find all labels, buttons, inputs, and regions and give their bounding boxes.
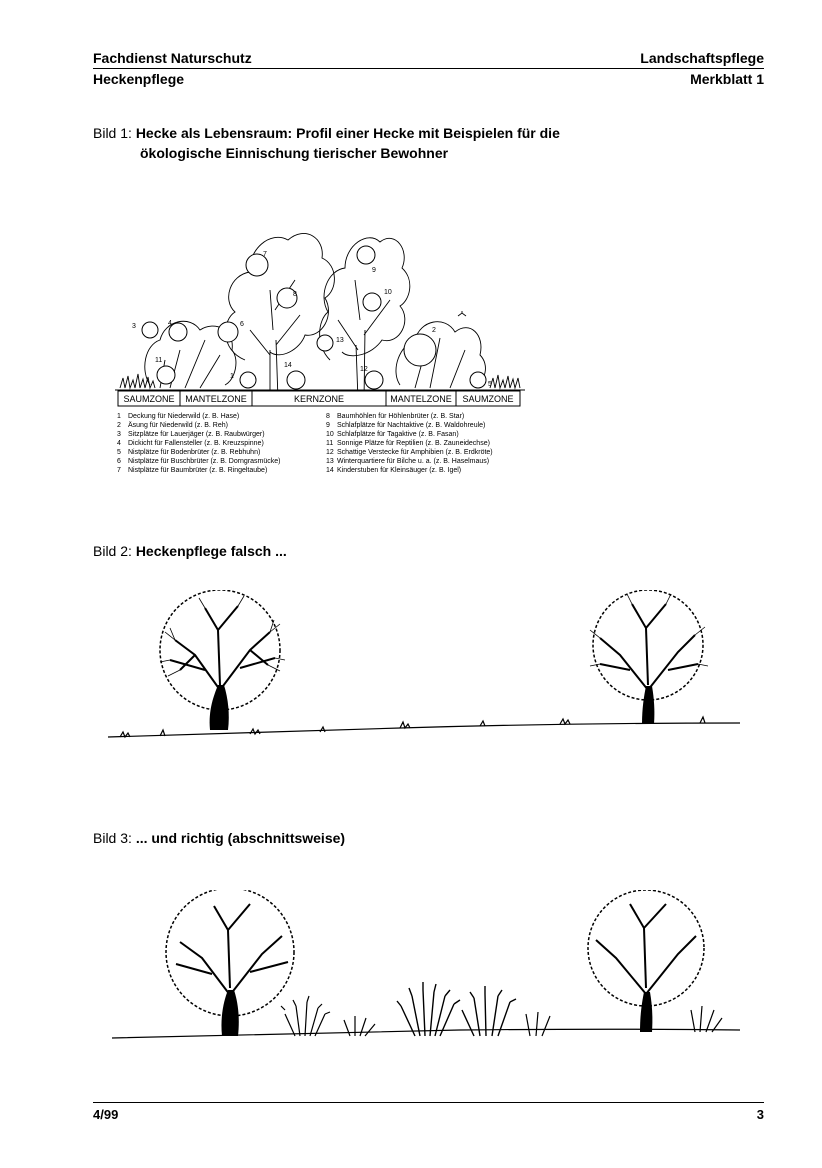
marker-label-7: 7 [263, 251, 267, 258]
hedge-care-right-illustration [100, 890, 760, 1050]
figure2-caption-text: Heckenpflege falsch ... [135, 543, 287, 559]
hedge-profile-illustration [110, 220, 530, 412]
grass-right [490, 375, 520, 388]
shrub-section-5 [526, 1012, 550, 1036]
footer-date: 4/99 [93, 1107, 119, 1122]
figure3-caption-prefix: Bild 3: [93, 830, 132, 846]
legend-right [326, 412, 493, 475]
marker-label-11: 11 [155, 357, 163, 364]
zone-label-mantel-left: MANTELZONE [185, 394, 247, 404]
tree-right [588, 890, 704, 1032]
legend-item: 14 Kinderstuben für Kleinsäuger (z. B. Igel) [326, 467, 462, 474]
figure1-caption-prefix: Bild 1: [93, 125, 132, 141]
figure3-caption [93, 828, 345, 848]
zone-label-kern: KERNZONE [293, 394, 345, 404]
habitat-marker-11 [157, 366, 175, 384]
legend-item: 10 Schlafplätze für Tagaktive (z. B. Fasan) [326, 431, 459, 438]
figure1-caption-line1: Hecke als Lebensraum: Profil einer Hecke mit Beispielen für die [135, 125, 560, 141]
legend-left [117, 412, 281, 475]
marker-label-8: 8 [293, 291, 297, 298]
habitat-marker-2 [404, 334, 436, 366]
legend-item: 2 Äsung für Niederwild (z. B. Reh) [117, 422, 228, 429]
marker-label-4: 4 [168, 320, 172, 327]
legend-item: 1 Deckung für Niederwild (z. B. Hase) [117, 413, 240, 420]
legend-item: 13 Winterquartiere für Bilche u. a. (z. B. Haselmaus) [326, 458, 490, 465]
legend-item: 8 Baumhöhlen für Höhlenbrüter (z. B. Star) [326, 413, 465, 420]
tree-right [590, 590, 708, 724]
shrub-section-6 [691, 1006, 722, 1032]
habitat-marker-14 [287, 371, 305, 389]
figure2-caption-prefix: Bild 2: [93, 543, 132, 559]
marker-label-14: 14 [284, 362, 292, 369]
marker-label-5: 5 [488, 381, 492, 388]
habitat-marker-5 [470, 372, 486, 388]
habitat-marker-10 [363, 293, 381, 311]
footer-rule [93, 1102, 764, 1103]
marker-label-13: 13 [336, 337, 344, 344]
figure1-caption-line2: ökologische Einnischung tierischer Bewohner [140, 145, 449, 161]
hedge-care-wrong-illustration [100, 590, 760, 750]
ground-line [108, 723, 740, 737]
shrub-section-1 [281, 996, 330, 1036]
insect-icon [458, 311, 466, 316]
legend-item: 3 Sitzplätze für Lauerjäger (z. B. Raubwürger) [117, 431, 265, 438]
header-sheet: Merkblatt 1 [690, 71, 764, 87]
legend-item: 7 Nistplätze für Baumbrüter (z. B. Ringeltaube) [117, 467, 268, 474]
header-organization: Fachdienst Naturschutz [93, 50, 252, 66]
figure3-caption-text: ... und richtig (abschnittsweise) [135, 830, 346, 846]
legend-item: 11 Sonnige Plätze für Reptilien (z. B. Zauneidechse) [326, 440, 490, 447]
marker-label-6: 6 [240, 321, 244, 328]
marker-label-9: 9 [372, 267, 376, 274]
shrub-section-3 [397, 982, 460, 1036]
header-topic: Landschaftspflege [640, 50, 764, 66]
marker-label-2: 2 [432, 327, 436, 334]
header-subject: Heckenpflege [93, 71, 185, 87]
grass-left [120, 374, 155, 388]
marker-label-3: 3 [132, 323, 136, 330]
legend-item: 4 Dickicht für Fallensteller (z. B. Kreuzspinne) [117, 440, 264, 447]
legend-item: 9 Schlafplätze für Nachtaktive (z. B. Waldohreule) [326, 422, 486, 429]
zone-label-mantel-right: MANTELZONE [390, 394, 452, 404]
shrub-section-2 [344, 1016, 375, 1036]
marker-label-1: 1 [230, 373, 234, 380]
marker-label-12: 12 [360, 366, 368, 373]
habitat-marker-13 [317, 335, 333, 351]
legend-item: 12 Schattige Verstecke für Amphibien (z. B. Erdkröte) [326, 449, 493, 456]
legend-item: 6 Nistplätze für Buschbrüter (z. B. Dorngrasmücke) [117, 458, 281, 465]
habitat-marker-9 [357, 246, 375, 264]
zone-label-saum-left: SAUMZONE [123, 394, 175, 404]
habitat-marker-12 [365, 371, 383, 389]
tree-left [160, 590, 285, 730]
marker-label-10: 10 [384, 289, 392, 296]
habitat-marker-1 [240, 372, 256, 388]
habitat-marker-3 [142, 322, 158, 338]
tree-left [166, 890, 294, 1036]
header-rule [93, 68, 764, 69]
figure1-caption [93, 123, 560, 163]
zone-bar [118, 391, 520, 406]
legend-item: 5 Nistplätze für Bodenbrüter (z. B. Rebhuhn) [117, 449, 261, 456]
figure2-caption [93, 541, 287, 561]
page-number: 3 [756, 1107, 764, 1122]
habitat-marker-6 [218, 322, 238, 342]
zone-label-saum-right: SAUMZONE [462, 394, 514, 404]
shrub-section-4 [462, 986, 516, 1036]
